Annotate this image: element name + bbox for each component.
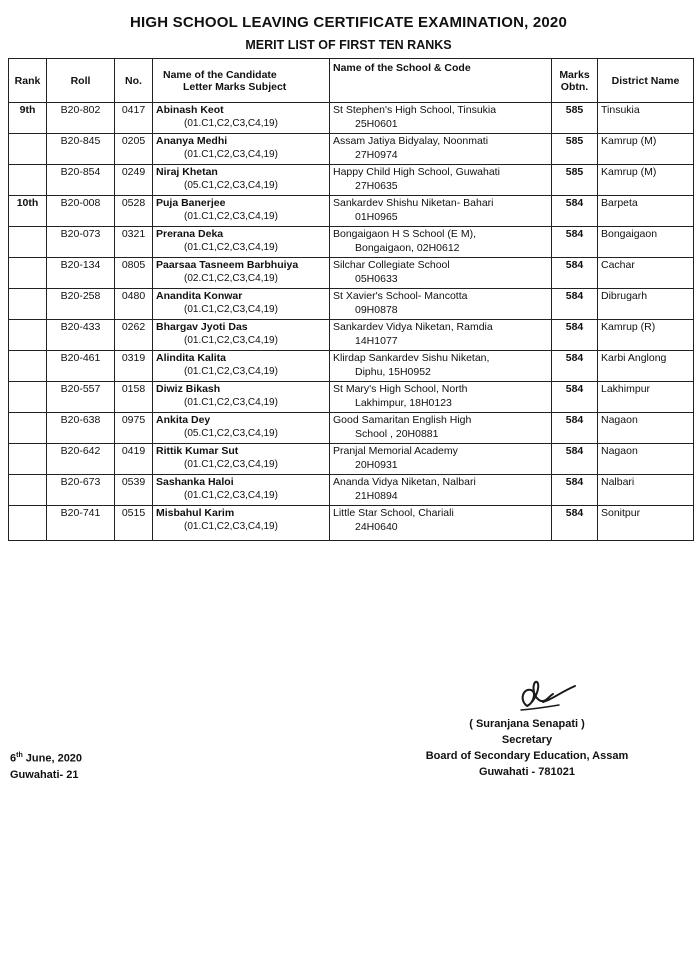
marks-cell: 585 [552, 134, 598, 165]
roll-cell: B20-461 [47, 351, 115, 382]
school-code: Bongaigaon, 02H0612 [355, 242, 460, 254]
rank-cell [9, 289, 47, 320]
school-code: 05H0633 [355, 273, 398, 285]
table-row [9, 506, 694, 541]
school-name: St Stephen's High School, Tinsukia [333, 104, 497, 116]
document-title: HIGH SCHOOL LEAVING CERTIFICATE EXAMINATION, 2020 [129, 14, 568, 31]
school-cell [330, 320, 552, 351]
school-cell [330, 289, 552, 320]
signatory-address: Guwahati - 781021 [479, 766, 575, 778]
issue-place: Guwahati- 21 [10, 768, 79, 781]
candidate-cell [153, 289, 330, 320]
district-cell: Kamrup (M) [598, 134, 694, 165]
school-cell [330, 351, 552, 382]
school-code: 24H0640 [355, 521, 398, 533]
roll-cell: B20-802 [47, 103, 115, 134]
district-cell: Dibrugarh [598, 289, 694, 320]
candidate-subjects: (05.C1,C2,C3,C4,19) [184, 428, 278, 439]
candidate-cell [153, 351, 330, 382]
candidate-cell [153, 444, 330, 475]
candidate-subjects: (01.C1,C2,C3,C4,19) [184, 304, 278, 315]
marks-cell: 584 [552, 382, 598, 413]
table-row [9, 165, 694, 196]
rank-cell [9, 320, 47, 351]
candidate-cell [153, 134, 330, 165]
number-cell: 0975 [115, 413, 153, 444]
district-cell: Lakhimpur [598, 382, 694, 413]
district-cell: Nagaon [598, 413, 694, 444]
school-cell [330, 196, 552, 227]
rank-cell [9, 227, 47, 258]
school-cell [330, 413, 552, 444]
school-code: 21H0894 [355, 490, 398, 502]
marks-cell: 585 [552, 103, 598, 134]
candidate-name: Anandita Konwar [156, 290, 243, 302]
school-code: School , 20H0881 [355, 428, 439, 440]
district-cell: Karbi Anglong [598, 351, 694, 382]
school-cell [330, 227, 552, 258]
issue-date-rest: June, 2020 [22, 752, 83, 765]
school-code: Lakhimpur, 18H0123 [355, 397, 452, 409]
roll-cell: B20-673 [47, 475, 115, 506]
table-row [9, 134, 694, 165]
table-row [9, 196, 694, 227]
number-cell: 0249 [115, 165, 153, 196]
school-cell [330, 103, 552, 134]
school-cell [330, 506, 552, 541]
candidate-name: Diwiz Bikash [156, 383, 221, 395]
school-name: Sankardev Vidya Niketan, Ramdia [333, 321, 493, 333]
candidate-cell [153, 258, 330, 289]
marks-cell: 584 [552, 258, 598, 289]
roll-cell: B20-854 [47, 165, 115, 196]
column-header-marks-line2: Obtn. [560, 80, 589, 93]
column-header-district: District Name [598, 59, 694, 103]
roll-cell: B20-134 [47, 258, 115, 289]
rank-cell: 9th [9, 103, 47, 134]
roll-cell: B20-433 [47, 320, 115, 351]
school-code: 27H0974 [355, 149, 398, 161]
candidate-name: Puja Banerjee [156, 197, 226, 209]
number-cell: 0205 [115, 134, 153, 165]
school-code: Diphu, 15H0952 [355, 366, 431, 378]
candidate-subjects: (05.C1,C2,C3,C4,19) [184, 180, 278, 191]
candidate-subjects: (01.C1,C2,C3,C4,19) [184, 335, 278, 346]
column-header-roll: Roll [47, 59, 115, 103]
district-cell: Tinsukia [598, 103, 694, 134]
marks-cell: 584 [552, 413, 598, 444]
candidate-name: Alindita Kalita [156, 352, 227, 364]
candidate-subjects: (01.C1,C2,C3,C4,19) [184, 118, 278, 129]
marks-cell: 585 [552, 165, 598, 196]
number-cell: 0319 [115, 351, 153, 382]
number-cell: 0158 [115, 382, 153, 413]
column-header-marks [552, 59, 598, 103]
candidate-cell [153, 506, 330, 541]
marks-cell: 584 [552, 320, 598, 351]
school-name: St Mary's High School, North [333, 383, 468, 395]
number-cell: 0262 [115, 320, 153, 351]
number-cell: 0805 [115, 258, 153, 289]
table-row [9, 351, 694, 382]
district-cell: Sonitpur [598, 506, 694, 541]
issue-date-day: 6 [10, 752, 17, 765]
number-cell: 0480 [115, 289, 153, 320]
candidate-subjects: (01.C1,C2,C3,C4,19) [184, 521, 278, 532]
rank-cell: 10th [9, 196, 47, 227]
candidate-subjects: (01.C1,C2,C3,C4,19) [184, 490, 278, 501]
school-cell [330, 134, 552, 165]
candidate-name: Ankita Dey [156, 414, 211, 426]
column-header-candidate-line2: Letter Marks Subject [183, 80, 287, 93]
district-cell: Kamrup (M) [598, 165, 694, 196]
candidate-cell [153, 196, 330, 227]
candidate-name: Paarsaa Tasneem Barbhuiya [156, 259, 299, 271]
candidate-name: Ananya Medhi [156, 135, 228, 147]
roll-cell: B20-638 [47, 413, 115, 444]
signatory-designation: Secretary [501, 734, 553, 746]
signature-image [513, 676, 583, 716]
marks-cell: 584 [552, 289, 598, 320]
candidate-subjects: (01.C1,C2,C3,C4,19) [184, 459, 278, 470]
candidate-name: Bhargav Jyoti Das [156, 321, 248, 333]
number-cell: 0515 [115, 506, 153, 541]
candidate-subjects: (01.C1,C2,C3,C4,19) [184, 149, 278, 160]
candidate-subjects: (01.C1,C2,C3,C4,19) [184, 397, 278, 408]
roll-cell: B20-845 [47, 134, 115, 165]
rank-cell [9, 134, 47, 165]
column-header-school: Name of the School & Code [330, 59, 552, 103]
school-cell [330, 165, 552, 196]
candidate-cell [153, 475, 330, 506]
document-subtitle: MERIT LIST OF FIRST TEN RANKS [245, 38, 452, 52]
district-cell: Nalbari [598, 475, 694, 506]
number-cell: 0419 [115, 444, 153, 475]
date-place-block [10, 748, 82, 783]
district-cell: Barpeta [598, 196, 694, 227]
candidate-name: Misbahul Karim [156, 507, 235, 519]
rank-cell [9, 382, 47, 413]
number-cell: 0417 [115, 103, 153, 134]
school-name: Silchar Collegiate School [333, 259, 450, 271]
signatory-name: ( Suranjana Senapati ) [469, 718, 585, 730]
school-name: St Xavier's School- Mancotta [333, 290, 468, 302]
school-name: Assam Jatiya Bidyalay, Noonmati [333, 135, 489, 147]
column-header-marks-line1: Marks [559, 68, 590, 81]
table-row [9, 258, 694, 289]
school-code: 27H0635 [355, 180, 398, 192]
school-name: Happy Child High School, Guwahati [333, 166, 500, 178]
table-header-row [9, 59, 694, 103]
school-cell [330, 475, 552, 506]
candidate-name: Sashanka Haloi [156, 476, 234, 488]
table-row [9, 320, 694, 351]
candidate-subjects: (01.C1,C2,C3,C4,19) [184, 211, 278, 222]
candidate-cell [153, 165, 330, 196]
signatory-office: Board of Secondary Education, Assam [425, 750, 629, 762]
number-cell: 0528 [115, 196, 153, 227]
rank-cell [9, 258, 47, 289]
column-header-rank: Rank [9, 59, 47, 103]
candidate-cell [153, 382, 330, 413]
school-name: Pranjal Memorial Academy [333, 445, 458, 457]
candidate-subjects: (01.C1,C2,C3,C4,19) [184, 242, 278, 253]
table-row [9, 289, 694, 320]
candidate-subjects: (01.C1,C2,C3,C4,19) [184, 366, 278, 377]
district-cell: Nagaon [598, 444, 694, 475]
issue-date [10, 748, 82, 767]
candidate-cell [153, 227, 330, 258]
table-row [9, 382, 694, 413]
school-cell [330, 444, 552, 475]
school-code: 14H1077 [355, 335, 398, 347]
marks-cell: 584 [552, 506, 598, 541]
rank-cell [9, 444, 47, 475]
school-code: 25H0601 [355, 118, 398, 130]
issue-date-suffix: th [16, 752, 23, 759]
roll-cell: B20-258 [47, 289, 115, 320]
candidate-name: Niraj Khetan [156, 166, 218, 178]
rank-cell [9, 475, 47, 506]
roll-cell: B20-008 [47, 196, 115, 227]
candidate-cell [153, 320, 330, 351]
rank-cell [9, 413, 47, 444]
marks-cell: 584 [552, 475, 598, 506]
school-code: 09H0878 [355, 304, 398, 316]
district-cell: Cachar [598, 258, 694, 289]
school-name: Good Samaritan English High [333, 414, 472, 426]
table-row [9, 227, 694, 258]
merit-list-table [8, 58, 694, 541]
table-row [9, 103, 694, 134]
column-header-candidate [153, 59, 330, 103]
candidate-subjects: (02.C1,C2,C3,C4,19) [184, 273, 278, 284]
school-cell [330, 382, 552, 413]
candidate-name: Prerana Deka [156, 228, 224, 240]
school-name: Sankardev Shishu Niketan- Bahari [333, 197, 494, 209]
roll-cell: B20-642 [47, 444, 115, 475]
column-header-no: No. [115, 59, 153, 103]
rank-cell [9, 165, 47, 196]
table-row [9, 413, 694, 444]
number-cell: 0321 [115, 227, 153, 258]
candidate-cell [153, 413, 330, 444]
roll-cell: B20-741 [47, 506, 115, 541]
school-code: 20H0931 [355, 459, 398, 471]
marks-cell: 584 [552, 227, 598, 258]
school-name: Bongaigaon H S School (E M), [333, 228, 476, 240]
roll-cell: B20-557 [47, 382, 115, 413]
district-cell: Bongaigaon [598, 227, 694, 258]
school-name: Klirdap Sankardev Sishu Niketan, [333, 352, 490, 364]
school-name: Little Star School, Chariali [333, 507, 454, 519]
table-row [9, 444, 694, 475]
candidate-name: Abinash Keot [156, 104, 224, 116]
marks-cell: 584 [552, 196, 598, 227]
marks-cell: 584 [552, 444, 598, 475]
school-code: 01H0965 [355, 211, 398, 223]
marks-cell: 584 [552, 351, 598, 382]
school-cell [330, 258, 552, 289]
number-cell: 0539 [115, 475, 153, 506]
column-header-candidate-line1: Name of the Candidate [163, 68, 277, 81]
school-name: Ananda Vidya Niketan, Nalbari [333, 476, 476, 488]
roll-cell: B20-073 [47, 227, 115, 258]
rank-cell [9, 506, 47, 541]
table-row [9, 475, 694, 506]
rank-cell [9, 351, 47, 382]
candidate-cell [153, 103, 330, 134]
district-cell: Kamrup (R) [598, 320, 694, 351]
signatory-block [392, 716, 662, 780]
candidate-name: Rittik Kumar Sut [156, 445, 239, 457]
